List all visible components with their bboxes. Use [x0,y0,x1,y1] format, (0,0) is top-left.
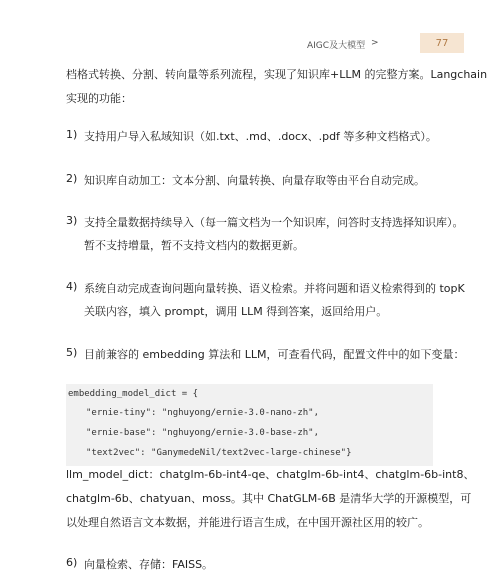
code-line: "ernie-base": "nghuyong/ernie-3.0-base-zh", [86,428,319,438]
list-item-text: 系统自动完成查询问题向量转换、语义检索。并将问题和语义检索得到的 topK [84,282,465,295]
header-arrow: > [371,38,379,48]
list-item-text: 关联内容，填入 prompt，调用 LLM 得到答案，返回给用户。 [84,305,388,318]
page-number-badge [420,33,464,53]
list-number: 4) [66,280,78,293]
list-item-text: 目前兼容的 embedding 算法和 LLM，可查看代码，配置文件中的如下变量： [84,348,465,361]
list-item-text: 知识库自动加工：文本分割、向量转换、向量存取等由平台自动完成。 [84,174,425,187]
intro-line-2: 实现的功能： [66,92,132,105]
list-item-text: 支持用户导入私域知识（如.txt、.md、.docx、.pdf 等多种文档格式）。 [84,130,437,143]
list-number: 3) [66,214,78,227]
list-number: 1) [66,128,78,141]
list-number: 5) [66,346,78,359]
list-item-text: 暂不支持增量，暂不支持文档内的数据更新。 [84,239,304,252]
paragraph-line: 以处理自然语言文本数据，并能进行语言生成，在中国开源社区用的较广。 [66,516,429,529]
page-header [0,0,500,62]
intro-line-1: 档格式转换、分割、转向量等系列流程，实现了知识库+LLM 的完整方案。Langchain [66,68,488,81]
paragraph-line: llm_model_dict：chatglm-6b-int4-qe、chatglm-6b-int4、chatglm-6b-int8、 [66,468,475,481]
code-line: "ernie-tiny": "nghuyong/ernie-3.0-nano-zh", [86,408,319,418]
code-line: "text2vec": "GanymedeNil/text2vec-large-chinese"} [86,448,352,458]
list-number: 2) [66,172,78,185]
list-item-text: 向量检索、存储：FAISS。 [84,558,214,571]
page-number: 77 [435,37,449,49]
list-number: 6) [66,556,78,569]
code-line: embedding_model_dict = { [68,389,199,399]
header-title: AIGC及大模型 [307,41,366,51]
paragraph-line: chatglm-6b、chatyuan、moss。其中 ChatGLM-6B 是清华大学的开源模型，可 [66,492,472,505]
code-block [66,384,433,466]
list-item-text: 支持全量数据持续导入（每一篇文档为一个知识库，问答时支持选择知识库）。 [84,216,464,229]
